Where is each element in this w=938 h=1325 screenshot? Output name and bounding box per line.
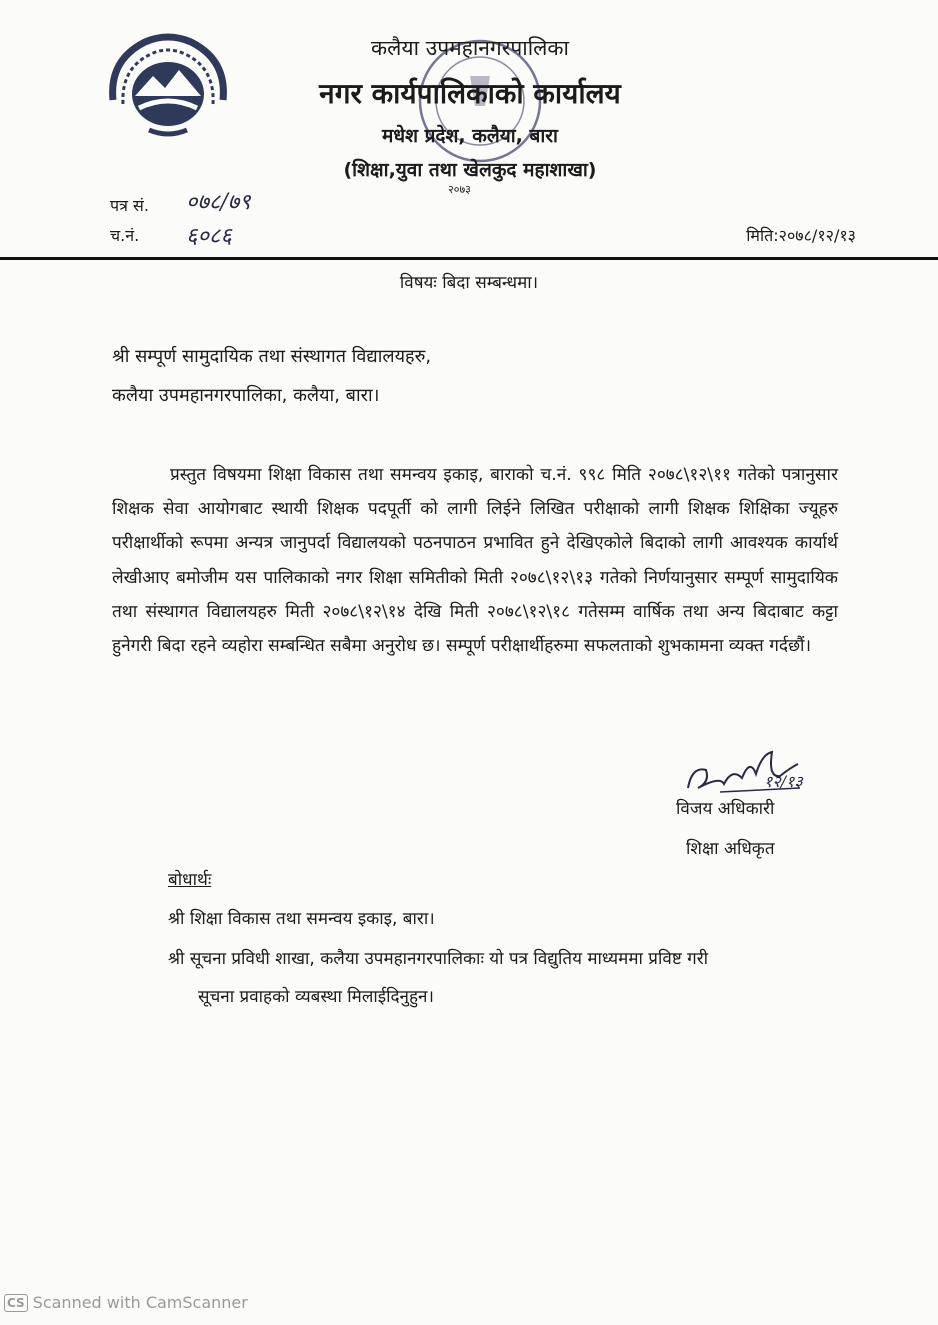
recipient-line-2: कलैया उपमहानगरपालिका, कलैया, बारा।: [112, 385, 380, 406]
branch-name: (शिक्षा,युवा तथा खेलकुद महाशाखा): [343, 159, 597, 181]
letter-date: मिति:२०७८/१२/१३: [746, 226, 856, 245]
municipality-emblem-logo: [105, 30, 231, 142]
cc-label: बोधार्थः: [168, 870, 212, 890]
signatory-title: शिक्षा अधिकृत: [686, 839, 775, 859]
camscanner-watermark: [4, 1293, 248, 1312]
signatory-name: विजय अधिकारी: [676, 799, 775, 819]
cc-item-1: श्री शिक्षा विकास तथा समन्वय इकाइ, बारा।: [168, 909, 435, 929]
cc-item-2-line-2: सूचना प्रवाहको व्यबस्था मिलाईदिनुहुन।: [198, 987, 434, 1007]
office-location: मधेश प्रदेश, कलैया, बारा: [382, 125, 558, 147]
letter-subject: विषयः बिदा सम्बन्धमा।: [399, 273, 539, 293]
signature-date: १२/१३: [764, 772, 803, 791]
patra-number-label: पत्र सं.: [110, 196, 149, 215]
chalani-number-value: ६०८६: [186, 224, 232, 249]
municipality-name: कलैया उपमहानगरपालिका: [371, 36, 569, 60]
office-name: नगर कार्यपालिकाको कार्यालय: [319, 77, 621, 110]
recipient-line-1: श्री सम्पूर्ण सामुदायिक तथा संस्थागत विद्यालयहरु,: [112, 346, 432, 367]
header-divider: [0, 257, 938, 260]
camscanner-logo-icon: CS: [4, 1294, 28, 1312]
patra-number-value: ०७८/७९: [186, 190, 251, 215]
letter-body: प्रस्तुत विषयमा शिक्षा विकास तथा समन्वय इकाइ, बाराको च.नं. ९९८ मिति २०७८\१२\११ गतेको पत्रानुसार शिक्षक सेवा आयोगबाट स्थायी शिक्षक पदपूर्ती को लागी लिईने लिखित परीक्षाको लागी शिक्षक शिक्षिका ज्यूहरु परीक्षार्थीको रूपमा अन्यत्र जानुपर्दा विद्यालयको पठनपाठन प्रभावित हुने देखिएकोले बिदाको लागी आवश्यक कार्यार्थ लेखीआए बमोजीम यस पालिकाको नगर शिक्षा समितीको मिती २०७८\१२\१३ गतेको निर्णयानुसार सम्पूर्ण सामुदायिक तथा संस्थागत विद्यालयहरु मिती २०७८\१२\१४ देखि मिती २०७८\१२\१८ गतेसम्म वार्षिक तथा अन्य बिदाबाट कट्टा हुनेगरी बिदा रहने व्यहोरा सम्बन्धित सबैमा अनुरोध छ। सम्पूर्ण परीक्षार्थीहरुमा सफलताको शुभकामना व्यक्त गर्दछौं।: [112, 465, 838, 657]
cc-item-2-line-1: श्री सूचना प्रविधी शाखा, कलैया उपमहानगरपालिकाः यो पत्र विद्युतिय माध्यममा प्रविष्ट गरी: [168, 949, 709, 969]
camscanner-text: Scanned with CamScanner: [32, 1293, 248, 1312]
stamp-year: २०७३: [448, 183, 471, 196]
chalani-number-label: च.नं.: [110, 226, 140, 245]
